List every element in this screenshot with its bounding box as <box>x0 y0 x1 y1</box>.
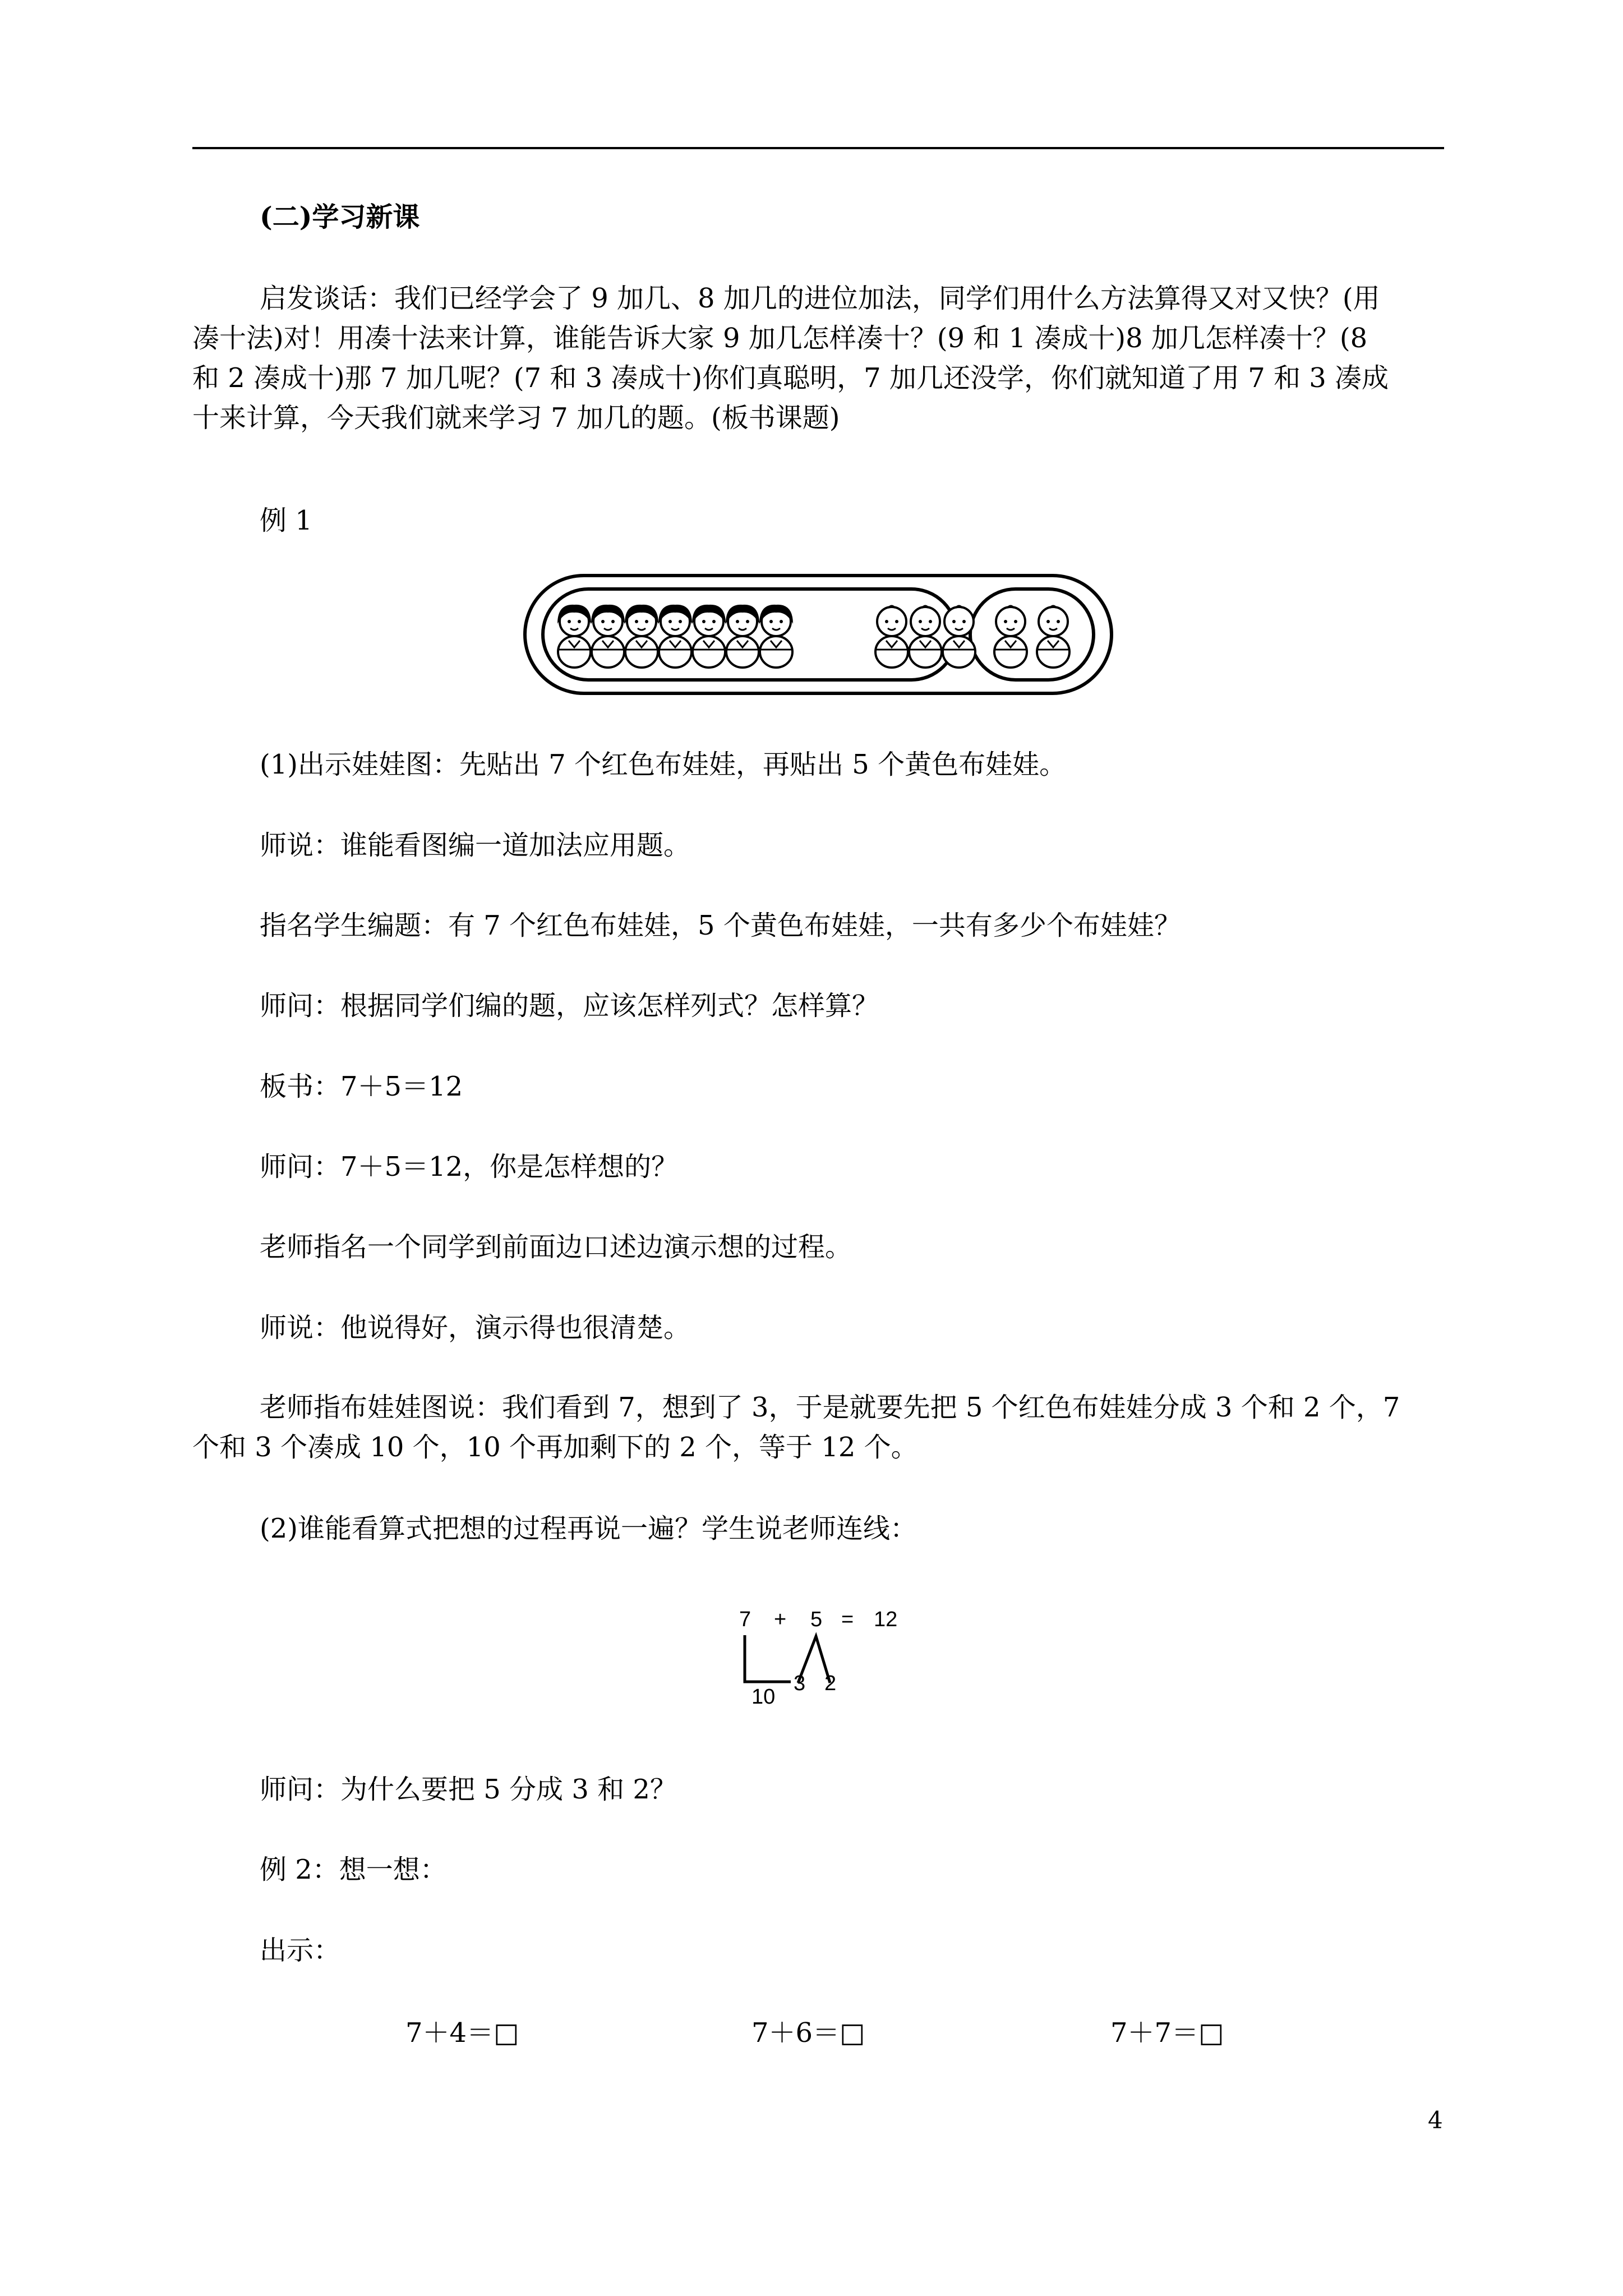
diagram-three: 3 <box>794 1672 806 1695</box>
step1-text: (1)出示娃娃图：先贴出 7 个红色布娃娃，再贴出 5 个黄色布娃娃。 <box>260 749 1067 780</box>
example1-label: 例 1 <box>260 505 312 536</box>
doll-icon <box>658 605 692 668</box>
red-dolls <box>557 605 793 668</box>
bracket-line <box>745 1635 791 1682</box>
equation-item: 7＋7＝□ <box>1110 2017 1224 2049</box>
doll-illustration <box>522 572 1116 698</box>
intro-line: 启发谈话：我们已经学会了 9 加几、8 加几的进位加法，同学们用什么方法算得又对又快？(用 <box>260 283 1380 314</box>
doll-icon <box>557 605 591 668</box>
page-number: 4 <box>1428 2106 1443 2134</box>
teacher-demo: 老师指名一个同学到前面边口述边演示想的过程。 <box>260 1231 852 1263</box>
section-title: (二)学习新课 <box>260 201 420 233</box>
show-label: 出示： <box>260 1935 341 1966</box>
teacher-say1: 师说：谁能看图编一道加法应用题。 <box>260 830 691 861</box>
doll-icon <box>625 605 658 668</box>
header-rule <box>192 147 1444 149</box>
doll-icon <box>591 605 625 668</box>
board-equation: 板书：7＋5＝12 <box>260 1071 463 1102</box>
doll-icon <box>759 605 793 668</box>
make-ten-diagram <box>729 1602 914 1708</box>
doll-icon <box>692 605 726 668</box>
doll-icon <box>909 606 942 668</box>
explain-line: 老师指布娃娃图说：我们看到 7，想到了 3，于是就要先把 5 个红色布娃娃分成 3 个和 2 个，7 <box>260 1392 1400 1423</box>
explain-paragraph <box>192 1388 1449 1467</box>
diagram-two: 2 <box>824 1672 837 1695</box>
diagram-twelve: 12 <box>874 1608 898 1631</box>
doll-icon <box>994 606 1027 668</box>
intro-paragraph <box>192 279 1449 438</box>
diagram-seven: 7 <box>739 1608 751 1631</box>
diagram-ten: 10 <box>751 1685 776 1708</box>
equation-item: 7＋6＝□ <box>751 2017 865 2049</box>
doll-icon <box>1037 606 1069 668</box>
diagram-plus: + <box>774 1608 787 1631</box>
teacher-ask2: 师问：7＋5＝12，你是怎样想的？ <box>260 1151 679 1182</box>
teacher-ask1: 师问：根据同学们编的题，应该怎样列式？怎样算？ <box>260 990 879 1022</box>
intro-line: 和 2 凑成十)那 7 加几呢？(7 和 3 凑成十)你们真聪明，7 加几还没学，你们就知道了用 7 和 3 凑成 <box>192 362 1389 394</box>
yellow-dolls <box>875 606 1069 668</box>
intro-line: 十来计算，今天我们就来学习 7 加几的题。(板书课题) <box>192 402 840 434</box>
diagram-equals: = <box>841 1608 854 1631</box>
doll-icon <box>726 605 759 668</box>
equation-item: 7＋4＝□ <box>405 2017 519 2049</box>
doll-icon <box>875 606 908 668</box>
teacher-ask3: 师问：为什么要把 5 分成 3 和 2？ <box>260 1774 677 1805</box>
explain-line: 个和 3 个凑成 10 个，10 个再加剩下的 2 个，等于 12 个。 <box>192 1432 918 1463</box>
intro-line: 凑十法)对！用凑十法来计算，谁能告诉大家 9 加几怎样凑十？(9 和 1 凑成十)8 加几怎样凑十？(8 <box>192 323 1368 354</box>
diagram-five: 5 <box>810 1608 823 1631</box>
step2-text: (2)谁能看算式把想的过程再说一遍？学生说老师连线： <box>260 1513 917 1544</box>
teacher-say2: 师说：他说得好，演示得也很清楚。 <box>260 1312 691 1343</box>
student-problem: 指名学生编题：有 7 个红色布娃娃，5 个黄色布娃娃，一共有多少个布娃娃？ <box>260 910 1181 941</box>
example2-label: 例 2：想一想： <box>260 1854 447 1885</box>
